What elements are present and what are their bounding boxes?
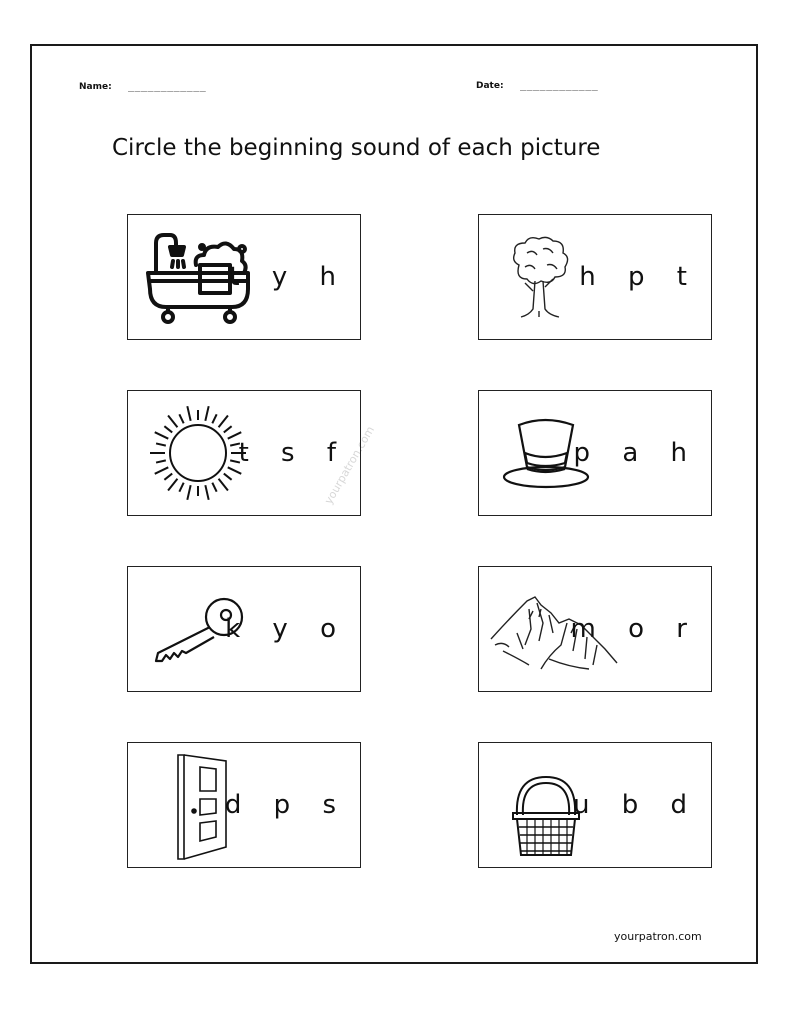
sun-ray [156, 460, 166, 462]
letter-choices[interactable]: m o r [570, 614, 699, 644]
picture-card-basket [478, 742, 712, 868]
picture-card-mountain [478, 566, 712, 692]
date-field-line[interactable]: ____________ [520, 80, 599, 91]
sun-ray [187, 485, 190, 500]
letter-choices[interactable]: u b d [572, 790, 699, 820]
name-label: Name: [79, 82, 112, 92]
sun-ray [219, 479, 228, 491]
sun-ray [224, 474, 232, 480]
picture-card-sun [127, 390, 361, 516]
picture-card-tree [478, 214, 712, 340]
sun-ray [155, 467, 169, 474]
sun-ray [219, 415, 228, 427]
sun-ray [168, 479, 177, 491]
tree-icon [507, 235, 573, 321]
letter-choices[interactable]: d p s [224, 790, 348, 820]
picture-card-door [127, 742, 361, 868]
sun-ray [156, 443, 166, 445]
basket-icon [509, 751, 583, 863]
worksheet-title: Circle the beginning sound of each picture [112, 135, 601, 161]
picture-card-bathtub [127, 214, 361, 340]
sun-icon [148, 403, 248, 503]
sun-ray [205, 406, 208, 421]
letter-choices[interactable]: k y o [225, 614, 348, 644]
door-icon [172, 751, 232, 863]
watermark-text: yourpatron.com [322, 424, 378, 507]
letter-choices[interactable]: h p t [579, 262, 699, 292]
sun-ray [212, 414, 216, 423]
sun-ray [228, 467, 242, 474]
sun-ray [164, 426, 172, 432]
footer-website: yourpatron.com [614, 930, 702, 943]
sun-ray [179, 414, 183, 423]
sun-ray [168, 415, 177, 427]
picture-card-key [127, 566, 361, 692]
sun-ray [187, 406, 190, 421]
sun-ray [205, 485, 208, 500]
sun-ray [224, 426, 232, 432]
date-label: Date: [476, 81, 504, 91]
sun-ray [155, 432, 169, 439]
name-field-line[interactable]: ____________ [128, 81, 207, 92]
letter-choices[interactable]: t y h [229, 262, 348, 292]
letter-choices[interactable]: p a h [573, 438, 699, 468]
letter-choices[interactable]: t s f [238, 438, 348, 468]
picture-card-hat [478, 390, 712, 516]
sun-ray [212, 483, 216, 492]
sun-ray [179, 483, 183, 492]
sun-ray [164, 474, 172, 480]
